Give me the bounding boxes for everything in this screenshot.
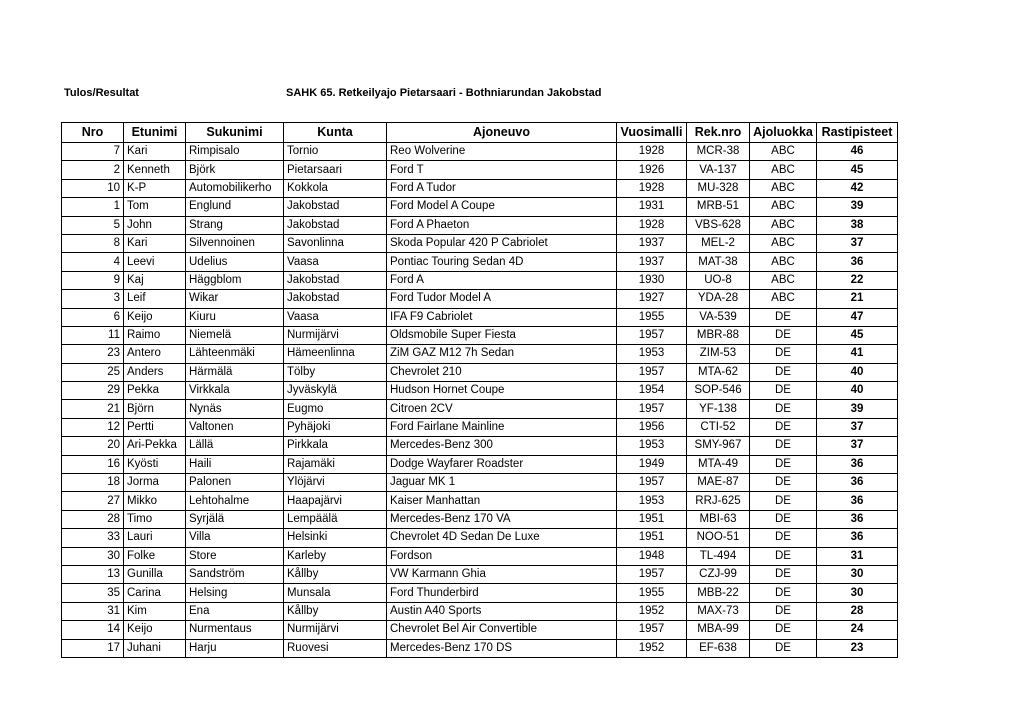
cell-etunimi: Folke bbox=[124, 547, 186, 565]
cell-etunimi: Kari bbox=[124, 234, 186, 252]
cell-sukunimi: Lällä bbox=[186, 437, 284, 455]
cell-sukunimi: Ena bbox=[186, 602, 284, 620]
cell-vuosimalli: 1952 bbox=[617, 602, 687, 620]
cell-kunta: Helsinki bbox=[284, 529, 387, 547]
cell-rastipisteet: 23 bbox=[817, 639, 898, 657]
cell-ajoneuvo: Ford A Tudor bbox=[387, 179, 617, 197]
cell-sukunimi: Virkkala bbox=[186, 382, 284, 400]
cell-nro: 7 bbox=[62, 143, 124, 161]
cell-ajoneuvo: Pontiac Touring Sedan 4D bbox=[387, 253, 617, 271]
cell-kunta: Hämeenlinna bbox=[284, 345, 387, 363]
table-row bbox=[62, 143, 898, 161]
cell-rek-nro: VA-539 bbox=[687, 308, 750, 326]
table-header-row bbox=[62, 123, 898, 143]
cell-rastipisteet: 31 bbox=[817, 547, 898, 565]
cell-vuosimalli: 1951 bbox=[617, 510, 687, 528]
cell-vuosimalli: 1937 bbox=[617, 253, 687, 271]
column-header-nro: Nro bbox=[62, 123, 124, 143]
cell-rek-nro: YDA-28 bbox=[687, 290, 750, 308]
cell-rastipisteet: 39 bbox=[817, 400, 898, 418]
cell-ajoluokka: ABC bbox=[750, 271, 817, 289]
cell-vuosimalli: 1957 bbox=[617, 326, 687, 344]
cell-rastipisteet: 45 bbox=[817, 326, 898, 344]
cell-kunta: Pirkkala bbox=[284, 437, 387, 455]
column-header-kunta: Kunta bbox=[284, 123, 387, 143]
cell-kunta: Tornio bbox=[284, 143, 387, 161]
cell-kunta: Tölby bbox=[284, 363, 387, 381]
cell-sukunimi: Häggblom bbox=[186, 271, 284, 289]
cell-kunta: Haapajärvi bbox=[284, 492, 387, 510]
cell-rastipisteet: 46 bbox=[817, 143, 898, 161]
cell-etunimi: Kaj bbox=[124, 271, 186, 289]
cell-rastipisteet: 36 bbox=[817, 529, 898, 547]
table-row bbox=[62, 584, 898, 602]
table-row bbox=[62, 492, 898, 510]
table-row bbox=[62, 179, 898, 197]
cell-etunimi: Leif bbox=[124, 290, 186, 308]
cell-sukunimi: Lähteenmäki bbox=[186, 345, 284, 363]
cell-kunta: Munsala bbox=[284, 584, 387, 602]
cell-sukunimi: Härmälä bbox=[186, 363, 284, 381]
cell-rek-nro: MAX-73 bbox=[687, 602, 750, 620]
cell-nro: 6 bbox=[62, 308, 124, 326]
cell-ajoneuvo: Ford Thunderbird bbox=[387, 584, 617, 602]
cell-rek-nro: TL-494 bbox=[687, 547, 750, 565]
cell-etunimi: Gunilla bbox=[124, 565, 186, 583]
cell-ajoluokka: DE bbox=[750, 326, 817, 344]
cell-ajoluokka: ABC bbox=[750, 179, 817, 197]
cell-sukunimi: Kiuru bbox=[186, 308, 284, 326]
cell-ajoneuvo: Mercedes-Benz 300 bbox=[387, 437, 617, 455]
cell-rastipisteet: 37 bbox=[817, 418, 898, 436]
cell-rek-nro: YF-138 bbox=[687, 400, 750, 418]
cell-ajoneuvo: Chevrolet Bel Air Convertible bbox=[387, 621, 617, 639]
cell-kunta: Jakobstad bbox=[284, 290, 387, 308]
cell-vuosimalli: 1937 bbox=[617, 234, 687, 252]
table-row bbox=[62, 271, 898, 289]
cell-kunta: Vaasa bbox=[284, 253, 387, 271]
cell-rek-nro: MBA-99 bbox=[687, 621, 750, 639]
cell-etunimi: Mikko bbox=[124, 492, 186, 510]
table-row bbox=[62, 363, 898, 381]
cell-nro: 35 bbox=[62, 584, 124, 602]
cell-rastipisteet: 30 bbox=[817, 565, 898, 583]
cell-ajoneuvo: Chevrolet 4D Sedan De Luxe bbox=[387, 529, 617, 547]
cell-vuosimalli: 1928 bbox=[617, 143, 687, 161]
cell-kunta: Jyväskylä bbox=[284, 382, 387, 400]
cell-etunimi: John bbox=[124, 216, 186, 234]
cell-etunimi: Lauri bbox=[124, 529, 186, 547]
cell-sukunimi: Niemelä bbox=[186, 326, 284, 344]
cell-sukunimi: Nynäs bbox=[186, 400, 284, 418]
cell-rastipisteet: 40 bbox=[817, 363, 898, 381]
cell-rastipisteet: 36 bbox=[817, 455, 898, 473]
cell-kunta: Kållby bbox=[284, 565, 387, 583]
cell-ajoluokka: DE bbox=[750, 621, 817, 639]
cell-vuosimalli: 1957 bbox=[617, 474, 687, 492]
cell-nro: 31 bbox=[62, 602, 124, 620]
cell-rastipisteet: 39 bbox=[817, 198, 898, 216]
cell-kunta: Lempäälä bbox=[284, 510, 387, 528]
table-row bbox=[62, 216, 898, 234]
cell-ajoluokka: DE bbox=[750, 400, 817, 418]
table-row bbox=[62, 621, 898, 639]
cell-etunimi: Pertti bbox=[124, 418, 186, 436]
cell-rek-nro: MEL-2 bbox=[687, 234, 750, 252]
cell-rek-nro: SOP-546 bbox=[687, 382, 750, 400]
cell-etunimi: K-P bbox=[124, 179, 186, 197]
table-row bbox=[62, 308, 898, 326]
table-row bbox=[62, 602, 898, 620]
cell-vuosimalli: 1957 bbox=[617, 565, 687, 583]
cell-etunimi: Antero bbox=[124, 345, 186, 363]
cell-sukunimi: Syrjälä bbox=[186, 510, 284, 528]
cell-vuosimalli: 1957 bbox=[617, 621, 687, 639]
cell-nro: 8 bbox=[62, 234, 124, 252]
cell-ajoneuvo: ZiM GAZ M12 7h Sedan bbox=[387, 345, 617, 363]
cell-vuosimalli: 1927 bbox=[617, 290, 687, 308]
cell-sukunimi: Helsing bbox=[186, 584, 284, 602]
cell-vuosimalli: 1931 bbox=[617, 198, 687, 216]
cell-sukunimi: Valtonen bbox=[186, 418, 284, 436]
cell-rek-nro: ZIM-53 bbox=[687, 345, 750, 363]
cell-rastipisteet: 30 bbox=[817, 584, 898, 602]
cell-etunimi: Keijo bbox=[124, 308, 186, 326]
cell-sukunimi: Nurmentaus bbox=[186, 621, 284, 639]
cell-ajoluokka: DE bbox=[750, 529, 817, 547]
cell-ajoneuvo: Ford A bbox=[387, 271, 617, 289]
cell-nro: 5 bbox=[62, 216, 124, 234]
cell-etunimi: Raimo bbox=[124, 326, 186, 344]
cell-ajoluokka: DE bbox=[750, 510, 817, 528]
cell-vuosimalli: 1955 bbox=[617, 584, 687, 602]
column-header-ajoneuvo: Ajoneuvo bbox=[387, 123, 617, 143]
cell-kunta: Ruovesi bbox=[284, 639, 387, 657]
cell-etunimi: Leevi bbox=[124, 253, 186, 271]
column-header-sukunimi: Sukunimi bbox=[186, 123, 284, 143]
cell-ajoluokka: DE bbox=[750, 382, 817, 400]
cell-vuosimalli: 1955 bbox=[617, 308, 687, 326]
cell-nro: 13 bbox=[62, 565, 124, 583]
cell-ajoneuvo: Mercedes-Benz 170 VA bbox=[387, 510, 617, 528]
cell-etunimi: Kenneth bbox=[124, 161, 186, 179]
cell-nro: 3 bbox=[62, 290, 124, 308]
cell-ajoluokka: ABC bbox=[750, 198, 817, 216]
cell-sukunimi: Lehtohalme bbox=[186, 492, 284, 510]
cell-kunta: Vaasa bbox=[284, 308, 387, 326]
cell-nro: 27 bbox=[62, 492, 124, 510]
cell-rek-nro: MBI-63 bbox=[687, 510, 750, 528]
cell-ajoneuvo: Austin A40 Sports bbox=[387, 602, 617, 620]
cell-ajoneuvo: Skoda Popular 420 P Cabriolet bbox=[387, 234, 617, 252]
cell-ajoluokka: ABC bbox=[750, 161, 817, 179]
table-row bbox=[62, 161, 898, 179]
results-label: Tulos/Resultat bbox=[64, 87, 139, 99]
cell-ajoneuvo: Ford T bbox=[387, 161, 617, 179]
column-header-rek-nro: Rek.nro bbox=[687, 123, 750, 143]
cell-ajoneuvo: VW Karmann Ghia bbox=[387, 565, 617, 583]
column-header-etunimi: Etunimi bbox=[124, 123, 186, 143]
cell-kunta: Karleby bbox=[284, 547, 387, 565]
cell-ajoluokka: DE bbox=[750, 565, 817, 583]
cell-etunimi: Keijo bbox=[124, 621, 186, 639]
cell-etunimi: Pekka bbox=[124, 382, 186, 400]
cell-etunimi: Björn bbox=[124, 400, 186, 418]
cell-rastipisteet: 36 bbox=[817, 474, 898, 492]
cell-ajoluokka: ABC bbox=[750, 290, 817, 308]
cell-ajoluokka: DE bbox=[750, 492, 817, 510]
cell-rek-nro: EF-638 bbox=[687, 639, 750, 657]
column-header-rastipisteet: Rastipisteet bbox=[817, 123, 898, 143]
cell-sukunimi: Englund bbox=[186, 198, 284, 216]
cell-ajoneuvo: Dodge Wayfarer Roadster bbox=[387, 455, 617, 473]
cell-rek-nro: MU-328 bbox=[687, 179, 750, 197]
table-body bbox=[62, 143, 898, 658]
cell-ajoneuvo: IFA F9 Cabriolet bbox=[387, 308, 617, 326]
cell-ajoluokka: DE bbox=[750, 584, 817, 602]
cell-nro: 16 bbox=[62, 455, 124, 473]
cell-nro: 1 bbox=[62, 198, 124, 216]
cell-ajoluokka: DE bbox=[750, 474, 817, 492]
cell-etunimi: Anders bbox=[124, 363, 186, 381]
cell-rek-nro: MTA-62 bbox=[687, 363, 750, 381]
cell-etunimi: Juhani bbox=[124, 639, 186, 657]
cell-vuosimalli: 1956 bbox=[617, 418, 687, 436]
cell-ajoluokka: DE bbox=[750, 602, 817, 620]
cell-rek-nro: MRB-51 bbox=[687, 198, 750, 216]
cell-ajoluokka: DE bbox=[750, 363, 817, 381]
cell-sukunimi: Strang bbox=[186, 216, 284, 234]
table-row bbox=[62, 290, 898, 308]
cell-kunta: Jakobstad bbox=[284, 198, 387, 216]
cell-rastipisteet: 45 bbox=[817, 161, 898, 179]
table-row bbox=[62, 400, 898, 418]
cell-rastipisteet: 28 bbox=[817, 602, 898, 620]
cell-ajoneuvo: Ford Model A Coupe bbox=[387, 198, 617, 216]
table-row bbox=[62, 529, 898, 547]
column-header-vuosimalli: Vuosimalli bbox=[617, 123, 687, 143]
cell-rastipisteet: 22 bbox=[817, 271, 898, 289]
cell-sukunimi: Villa bbox=[186, 529, 284, 547]
cell-rek-nro: MBR-88 bbox=[687, 326, 750, 344]
cell-vuosimalli: 1949 bbox=[617, 455, 687, 473]
cell-sukunimi: Haili bbox=[186, 455, 284, 473]
cell-rastipisteet: 47 bbox=[817, 308, 898, 326]
cell-ajoneuvo: Jaguar MK 1 bbox=[387, 474, 617, 492]
cell-ajoluokka: ABC bbox=[750, 234, 817, 252]
cell-kunta: Jakobstad bbox=[284, 216, 387, 234]
cell-rek-nro: SMY-967 bbox=[687, 437, 750, 455]
cell-kunta: Jakobstad bbox=[284, 271, 387, 289]
cell-rastipisteet: 41 bbox=[817, 345, 898, 363]
cell-ajoluokka: ABC bbox=[750, 143, 817, 161]
cell-ajoluokka: DE bbox=[750, 437, 817, 455]
cell-vuosimalli: 1928 bbox=[617, 179, 687, 197]
cell-nro: 33 bbox=[62, 529, 124, 547]
column-header-ajoluokka: Ajoluokka bbox=[750, 123, 817, 143]
cell-kunta: Kållby bbox=[284, 602, 387, 620]
cell-sukunimi: Björk bbox=[186, 161, 284, 179]
cell-nro: 10 bbox=[62, 179, 124, 197]
cell-etunimi: Jorma bbox=[124, 474, 186, 492]
cell-nro: 21 bbox=[62, 400, 124, 418]
cell-sukunimi: Automobilikerho bbox=[186, 179, 284, 197]
cell-ajoneuvo: Fordson bbox=[387, 547, 617, 565]
cell-ajoluokka: DE bbox=[750, 547, 817, 565]
cell-kunta: Rajamäki bbox=[284, 455, 387, 473]
cell-ajoneuvo: Ford Tudor Model A bbox=[387, 290, 617, 308]
cell-rastipisteet: 36 bbox=[817, 492, 898, 510]
cell-sukunimi: Wikar bbox=[186, 290, 284, 308]
table-row bbox=[62, 474, 898, 492]
cell-ajoluokka: ABC bbox=[750, 253, 817, 271]
cell-nro: 17 bbox=[62, 639, 124, 657]
cell-ajoluokka: DE bbox=[750, 345, 817, 363]
cell-vuosimalli: 1953 bbox=[617, 345, 687, 363]
cell-rek-nro: CTI-52 bbox=[687, 418, 750, 436]
cell-nro: 18 bbox=[62, 474, 124, 492]
cell-sukunimi: Udelius bbox=[186, 253, 284, 271]
cell-sukunimi: Sandström bbox=[186, 565, 284, 583]
cell-etunimi: Kyösti bbox=[124, 455, 186, 473]
cell-rastipisteet: 37 bbox=[817, 234, 898, 252]
table-row bbox=[62, 234, 898, 252]
cell-etunimi: Carina bbox=[124, 584, 186, 602]
table-row bbox=[62, 198, 898, 216]
cell-etunimi: Kari bbox=[124, 143, 186, 161]
cell-rek-nro: CZJ-99 bbox=[687, 565, 750, 583]
cell-rek-nro: VA-137 bbox=[687, 161, 750, 179]
cell-etunimi: Kim bbox=[124, 602, 186, 620]
cell-nro: 29 bbox=[62, 382, 124, 400]
cell-rastipisteet: 24 bbox=[817, 621, 898, 639]
cell-rastipisteet: 38 bbox=[817, 216, 898, 234]
cell-kunta: Savonlinna bbox=[284, 234, 387, 252]
cell-ajoluokka: DE bbox=[750, 308, 817, 326]
cell-ajoneuvo: Mercedes-Benz 170 DS bbox=[387, 639, 617, 657]
cell-rek-nro: MCR-38 bbox=[687, 143, 750, 161]
cell-ajoneuvo: Oldsmobile Super Fiesta bbox=[387, 326, 617, 344]
cell-kunta: Pyhäjoki bbox=[284, 418, 387, 436]
cell-rastipisteet: 36 bbox=[817, 253, 898, 271]
table-row bbox=[62, 565, 898, 583]
cell-nro: 25 bbox=[62, 363, 124, 381]
cell-rastipisteet: 36 bbox=[817, 510, 898, 528]
cell-vuosimalli: 1953 bbox=[617, 492, 687, 510]
cell-rastipisteet: 21 bbox=[817, 290, 898, 308]
cell-ajoluokka: DE bbox=[750, 418, 817, 436]
cell-vuosimalli: 1957 bbox=[617, 363, 687, 381]
cell-rek-nro: RRJ-625 bbox=[687, 492, 750, 510]
cell-sukunimi: Silvennoinen bbox=[186, 234, 284, 252]
cell-ajoluokka: DE bbox=[750, 639, 817, 657]
cell-rastipisteet: 40 bbox=[817, 382, 898, 400]
cell-ajoneuvo: Chevrolet 210 bbox=[387, 363, 617, 381]
cell-rek-nro: NOO-51 bbox=[687, 529, 750, 547]
cell-rastipisteet: 37 bbox=[817, 437, 898, 455]
table-row bbox=[62, 326, 898, 344]
table-row bbox=[62, 418, 898, 436]
cell-etunimi: Timo bbox=[124, 510, 186, 528]
cell-vuosimalli: 1951 bbox=[617, 529, 687, 547]
cell-vuosimalli: 1930 bbox=[617, 271, 687, 289]
cell-vuosimalli: 1954 bbox=[617, 382, 687, 400]
cell-nro: 11 bbox=[62, 326, 124, 344]
cell-sukunimi: Store bbox=[186, 547, 284, 565]
table-row bbox=[62, 345, 898, 363]
table-row bbox=[62, 455, 898, 473]
table-row bbox=[62, 547, 898, 565]
cell-sukunimi: Harju bbox=[186, 639, 284, 657]
cell-kunta: Ylöjärvi bbox=[284, 474, 387, 492]
cell-ajoneuvo: Citroen 2CV bbox=[387, 400, 617, 418]
cell-nro: 23 bbox=[62, 345, 124, 363]
cell-etunimi: Ari-Pekka bbox=[124, 437, 186, 455]
table-row bbox=[62, 253, 898, 271]
cell-nro: 28 bbox=[62, 510, 124, 528]
cell-rastipisteet: 42 bbox=[817, 179, 898, 197]
table-row bbox=[62, 382, 898, 400]
cell-nro: 4 bbox=[62, 253, 124, 271]
cell-nro: 2 bbox=[62, 161, 124, 179]
cell-kunta: Eugmo bbox=[284, 400, 387, 418]
cell-kunta: Pietarsaari bbox=[284, 161, 387, 179]
table-row bbox=[62, 510, 898, 528]
cell-etunimi: Tom bbox=[124, 198, 186, 216]
cell-nro: 12 bbox=[62, 418, 124, 436]
cell-vuosimalli: 1952 bbox=[617, 639, 687, 657]
cell-kunta: Kokkola bbox=[284, 179, 387, 197]
cell-rek-nro: MBB-22 bbox=[687, 584, 750, 602]
cell-kunta: Nurmijärvi bbox=[284, 326, 387, 344]
results-table bbox=[61, 122, 898, 658]
cell-nro: 9 bbox=[62, 271, 124, 289]
cell-sukunimi: Rimpisalo bbox=[186, 143, 284, 161]
table-row bbox=[62, 437, 898, 455]
cell-ajoneuvo: Hudson Hornet Coupe bbox=[387, 382, 617, 400]
cell-vuosimalli: 1926 bbox=[617, 161, 687, 179]
cell-nro: 30 bbox=[62, 547, 124, 565]
event-title: SAHK 65. Retkeilyajo Pietarsaari - Bothniarundan Jakobstad bbox=[286, 87, 602, 99]
cell-nro: 14 bbox=[62, 621, 124, 639]
cell-vuosimalli: 1948 bbox=[617, 547, 687, 565]
cell-ajoneuvo: Ford Fairlane Mainline bbox=[387, 418, 617, 436]
cell-vuosimalli: 1928 bbox=[617, 216, 687, 234]
cell-nro: 20 bbox=[62, 437, 124, 455]
cell-ajoneuvo: Ford A Phaeton bbox=[387, 216, 617, 234]
cell-kunta: Nurmijärvi bbox=[284, 621, 387, 639]
cell-vuosimalli: 1957 bbox=[617, 400, 687, 418]
cell-vuosimalli: 1953 bbox=[617, 437, 687, 455]
cell-rek-nro: UO-8 bbox=[687, 271, 750, 289]
cell-ajoluokka: DE bbox=[750, 455, 817, 473]
table-row bbox=[62, 639, 898, 657]
cell-rek-nro: MAE-87 bbox=[687, 474, 750, 492]
cell-rek-nro: VBS-628 bbox=[687, 216, 750, 234]
cell-rek-nro: MTA-49 bbox=[687, 455, 750, 473]
cell-ajoluokka: ABC bbox=[750, 216, 817, 234]
cell-rek-nro: MAT-38 bbox=[687, 253, 750, 271]
cell-sukunimi: Palonen bbox=[186, 474, 284, 492]
cell-ajoneuvo: Reo Wolverine bbox=[387, 143, 617, 161]
cell-ajoneuvo: Kaiser Manhattan bbox=[387, 492, 617, 510]
